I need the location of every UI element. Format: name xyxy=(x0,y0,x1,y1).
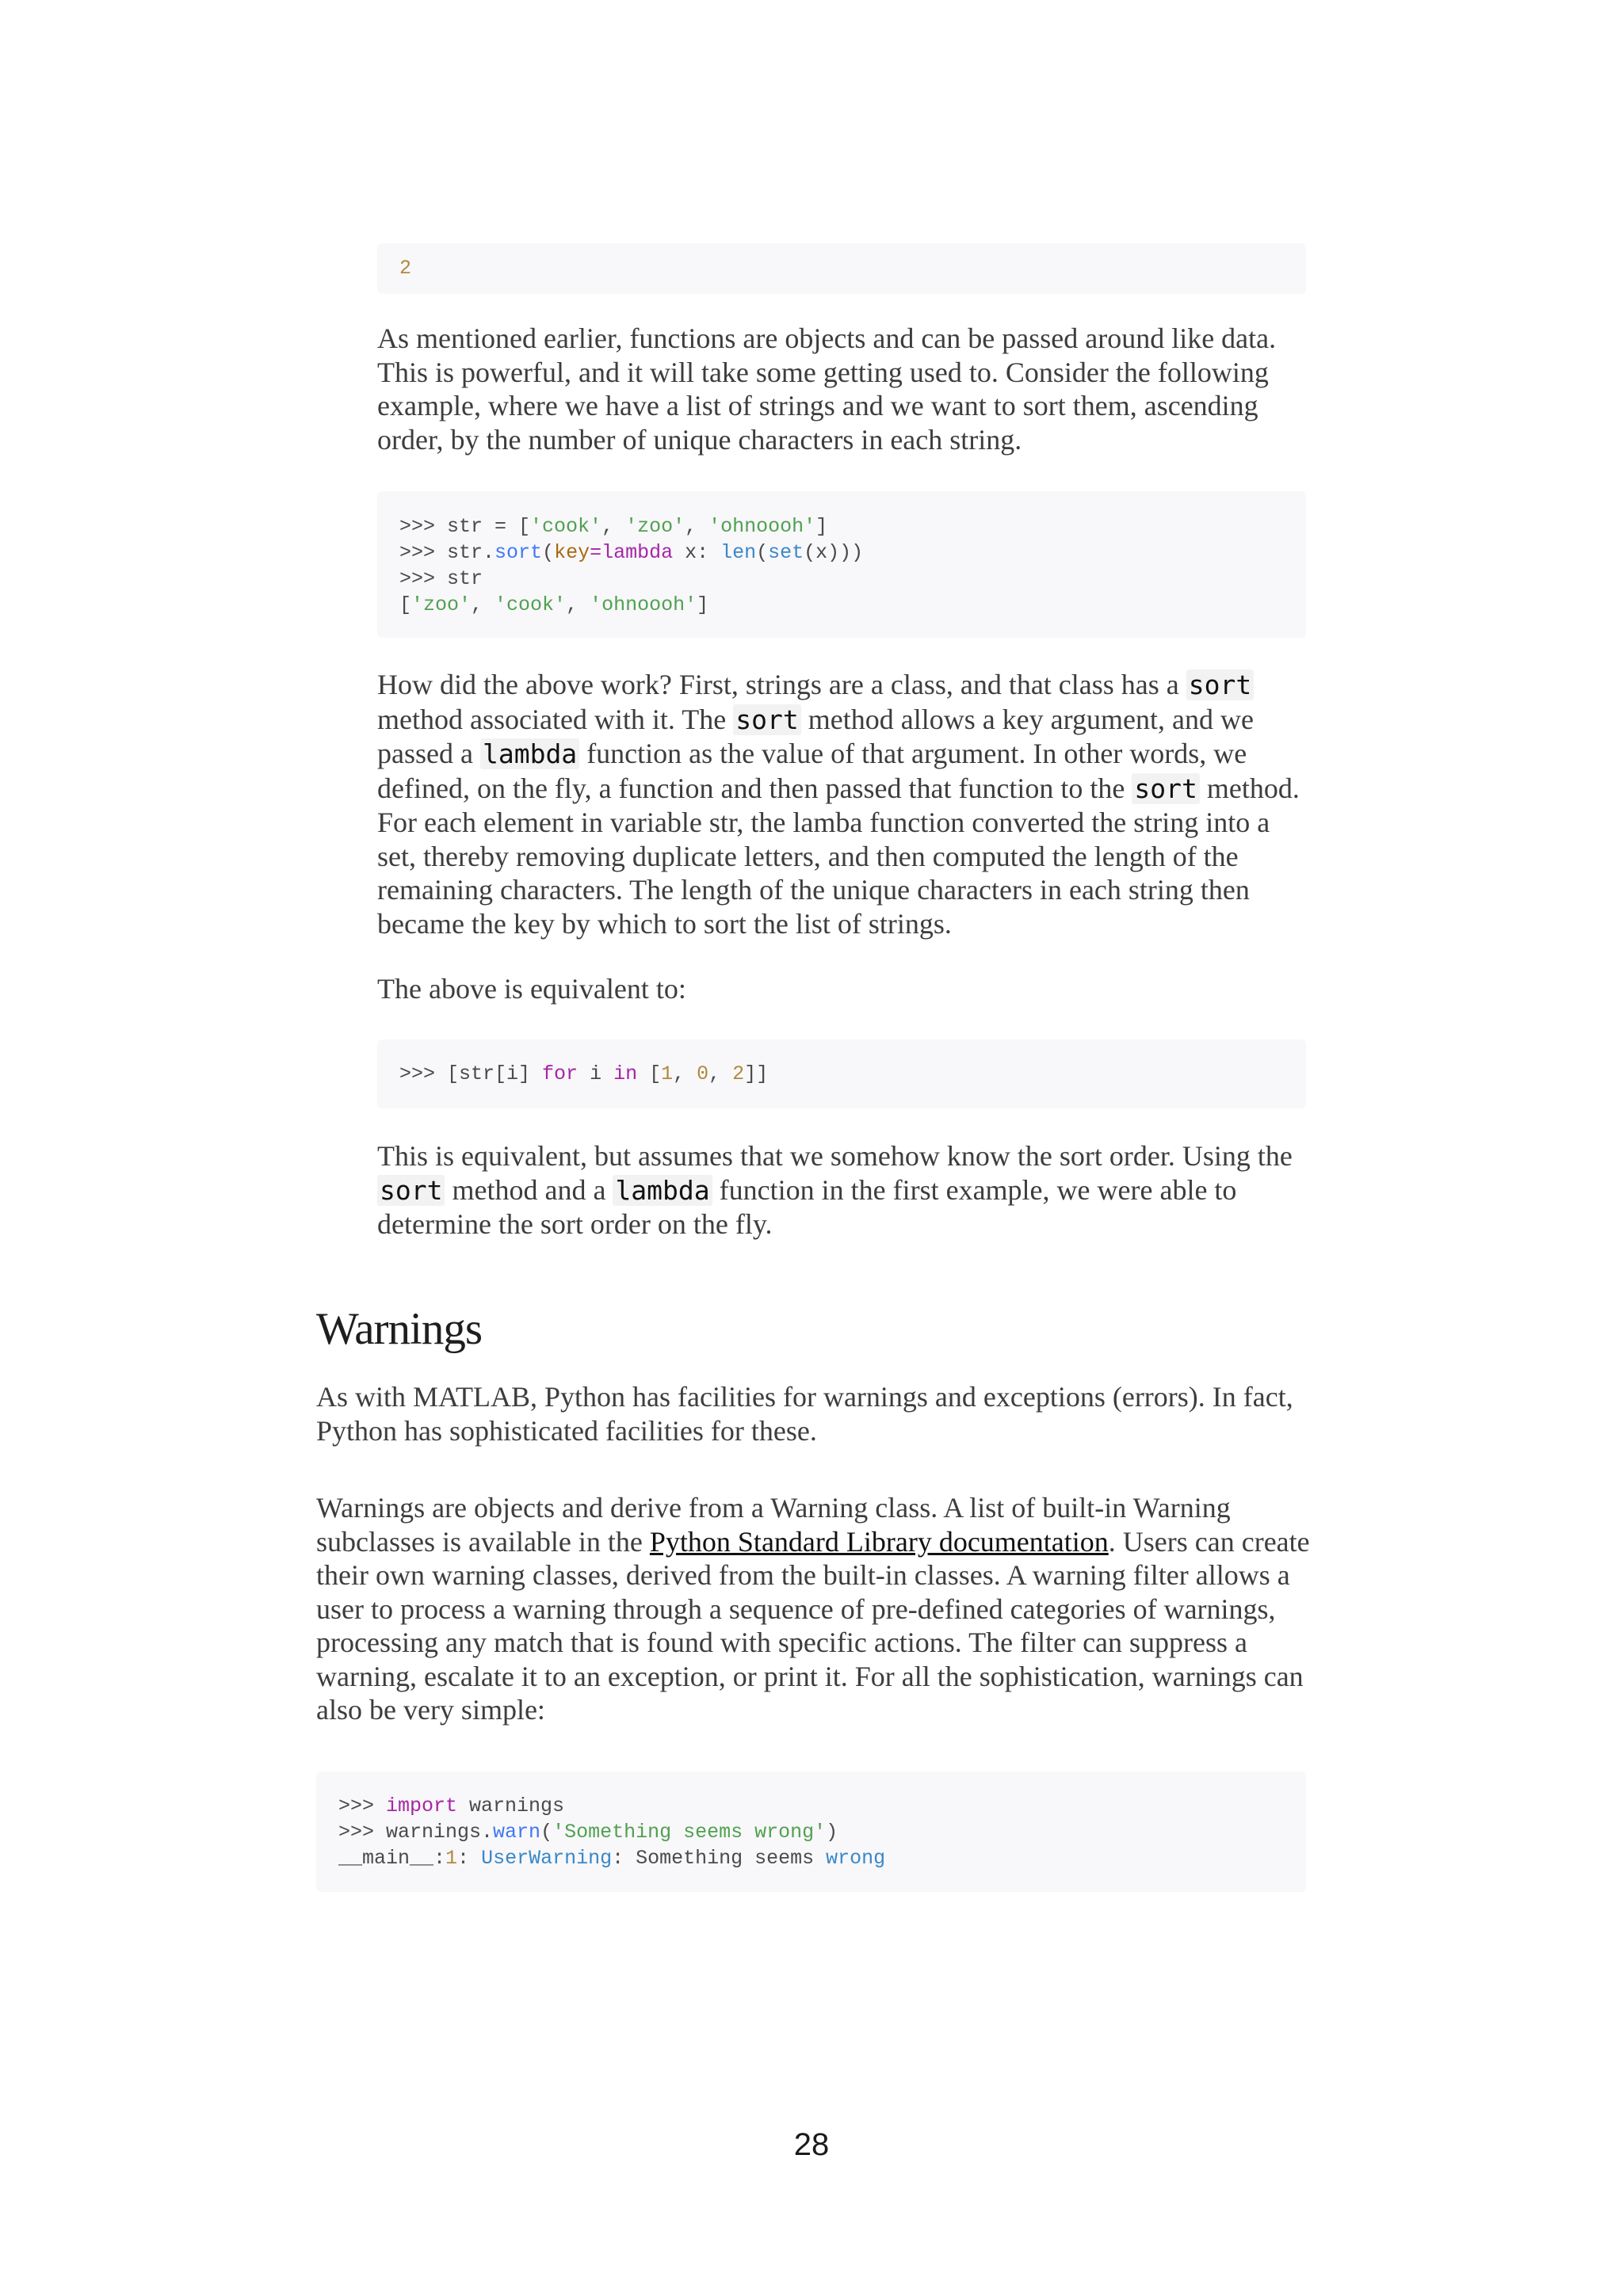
code-block-list-comprehension xyxy=(377,1039,1306,1108)
code-line: >>> warnings.warn('Something seems wrong') xyxy=(338,1821,838,1844)
code-line: >>> str = ['cook', 'zoo', 'ohnoooh'] xyxy=(399,515,828,538)
code-line: >>> import warnings xyxy=(338,1794,565,1817)
paragraph-how-it-works: How did the above work? First, strings are a class, and that class has a sort method associated with it. The sort method allows a key argument, and we passed a lambda function as the value of that argument. In other words, we defined, on the fly, a function and then passed that function to the sort method. For each element in variable str, the lamba function converted the string into a set, thereby removing duplicate letters, and then computed the length of the remaining characters. The length of the unique characters in each string then became the key by which to sort the list of strings. xyxy=(377,669,1300,940)
code-block-sort-lambda xyxy=(377,491,1306,638)
code-line: ['zoo', 'cook', 'ohnoooh'] xyxy=(399,593,709,616)
inline-code: sort xyxy=(377,1175,445,1206)
inline-code: lambda xyxy=(613,1175,712,1206)
code-line: __main__:1: UserWarning: Something seems wrong xyxy=(338,1847,886,1870)
paragraph-equivalent: The above is equivalent to: xyxy=(377,973,686,1005)
code-block-output xyxy=(377,243,1306,294)
inline-code: sort xyxy=(733,704,800,735)
code-line: >>> str.sort(key=lambda x: len(set(x))) xyxy=(399,541,864,564)
code-line: >>> [str[i] for i in [1, 0, 2]] xyxy=(399,1062,769,1085)
paragraph-sort-order: This is equivalent, but assumes that we somehow know the sort order. Using the sort method and a lambda function in the first example, we were able to determine the sort order on the fly. xyxy=(377,1140,1293,1240)
inline-code: sort xyxy=(1132,773,1199,804)
section-heading-warnings: Warnings xyxy=(316,1304,483,1354)
paragraph-warnings-detail: Warnings are objects and derive from a Warning class. A list of built-in Warning subclasses is available in the Python Standard Library documentation. Users can create their own warning classes, derived from the built-in classes. A warning filter allows a user to process a warning through a sequence of pre-defined categories of warnings, processing any match that is found with specific actions. The filter can suppress a warning, escalate it to an exception, or print it. For all the sophistication, warnings can also be very simple: xyxy=(316,1492,1310,1726)
inline-code: sort xyxy=(1186,669,1254,700)
paragraph-warnings-intro: As with MATLAB, Python has facilities for warnings and exceptions (errors). In fact, Python has sophisticated facilities for these. xyxy=(316,1381,1293,1447)
page-number: 28 xyxy=(793,2127,830,2162)
inline-code: lambda xyxy=(480,738,579,769)
paragraph-functions-as-objects: As mentioned earlier, functions are objects and can be passed around like data. This is powerful, and it will take some getting used to. Consider the following example, where we have a list of strings and we want to sort them, ascending order, by the number of unique characters in each string. xyxy=(377,322,1277,456)
code-block-warnings xyxy=(316,1772,1306,1892)
python-stdlib-docs-link[interactable]: Python Standard Library documentation xyxy=(649,1525,1109,1558)
code-line: >>> str xyxy=(399,567,483,590)
code-number: 2 xyxy=(399,257,412,280)
